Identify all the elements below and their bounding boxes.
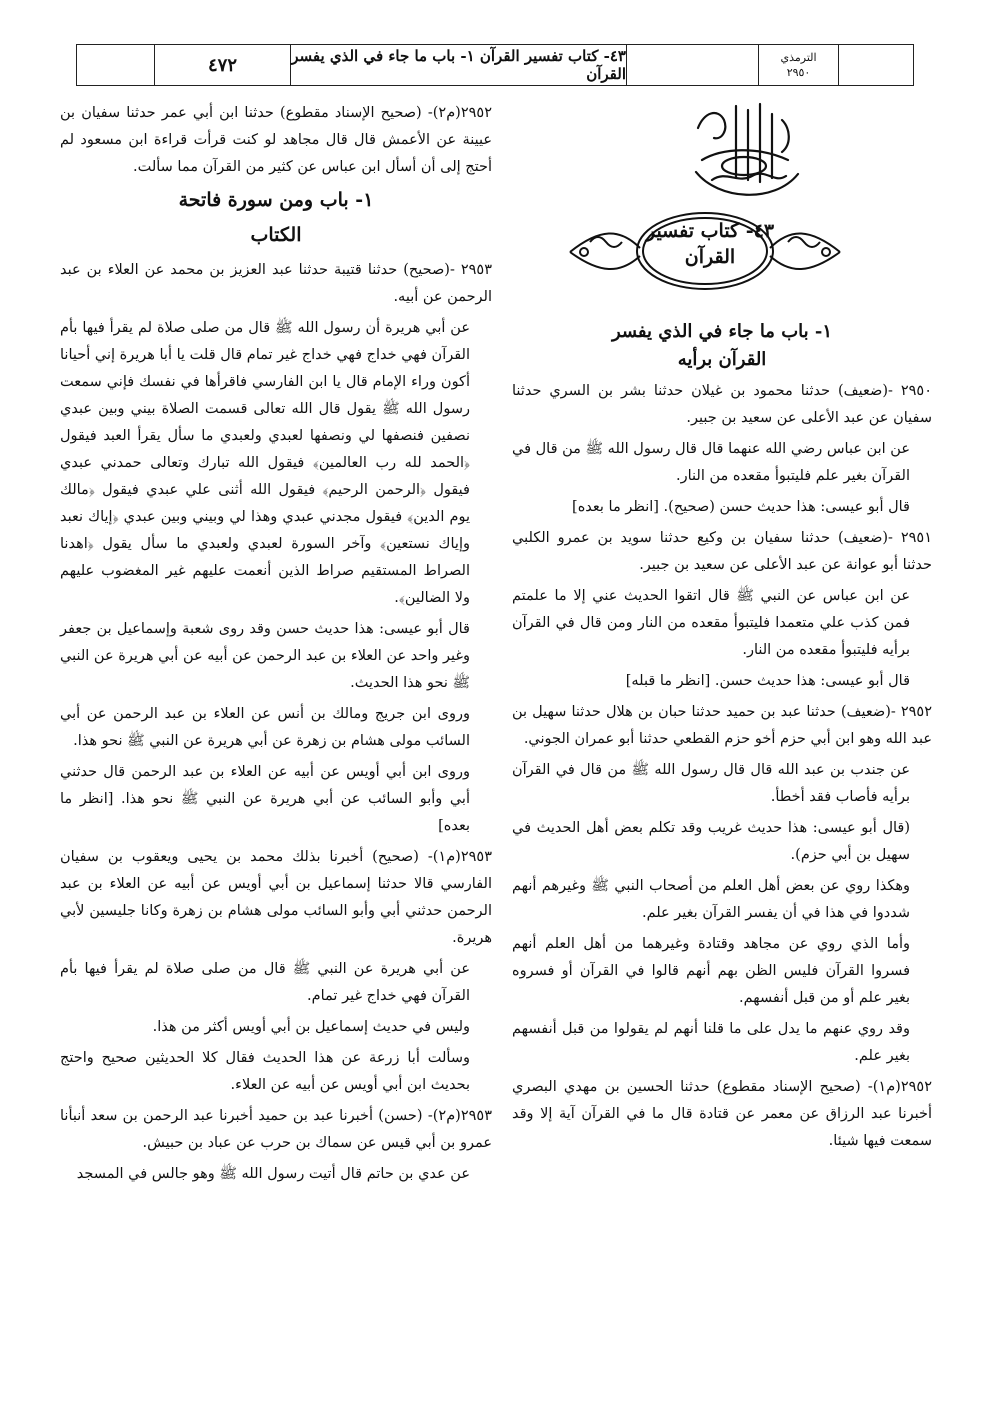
hadith-text: عن أبي هريرة أن رسول الله ﷺ قال من صلى صلاة لم يقرأ فيها بأم القرآن فهي خداج فهي خداج غير تمام قال قلت يا أبا هريرة إني أحيانا أكون وراء الإمام قال يا ابن الفارسي فاقرأها في نفسك فإني سمعت رسول الله ﷺ يقول قال الله تعالى قسمت الصلاة بيني وبين عبدي نصفين فنصفها لي ونصفها لعبدي ولعبدي ما سأل يقرأ العبد فيقول ﴿الحمد لله رب العالمين﴾ فيقول الله تبارك وتعالى حمدني عبدي فيقول ﴿الرحمن الرحيم﴾ فيقول الله أثنى علي عبدي فيقول ﴿مالك يوم الدين﴾ فيقول مجدني عبدي وهذا لي وبيني وبين عبدي ﴿إياك نعبد وإياك نستعين﴾ وآخر السورة لعبدي ولعبدي ما سأل يقول ﴿اهدنا الصراط المستقيم صراط الذين أنعمت عليهم غير المغضوب عليهم ولا الضالين﴾.: [60, 320, 470, 606]
header-cell-blank: [77, 45, 155, 85]
hadith-commentary: وهكذا روي عن بعض أهل العلم من أصحاب النبي ﷺ وغيرهم أنهم شددوا في هذا في أن يفسر القرآن بغير علم.: [512, 878, 910, 921]
hadith-paragraph: ٢٩٥٢(م١)- (صحيح الإسناد مقطوع) حدثنا الحسين بن مهدي البصري أخبرنا عبد الرزاق عن معمر عن قتادة قال ما في القرآن آية إلا وقد سمعت فيها شيئا.: [512, 1079, 932, 1149]
hadith-paragraph: ٢٩٥١ -(ضعيف) حدثنا سفيان بن وكيع حدثنا سويد بن عمرو الكلبي حدثنا أبو عوانة عن عبد الأعلى عن سعيد بن جبير.: [512, 530, 932, 573]
chapter-heading: [512, 318, 932, 374]
hadith-text: عن أبي هريرة عن النبي ﷺ قال من صلى صلاة لم يقرأ فيها بأم القرآن فهي خداج غير تمام.: [60, 961, 470, 1004]
book-title: [640, 218, 780, 270]
chapter-heading-line1: ١- باب ما جاء في الذي يفسر: [611, 321, 833, 342]
hadith-text: عن جندب بن عبد الله قال قال رسول الله ﷺ من قال في القرآن برأيه فأصاب فقد أخطأ.: [512, 762, 910, 805]
hadith-paragraph: ٢٩٥٣ -(صحيح) حدثنا قتيبة حدثنا عبد العزيز بن محمد عن العلاء بن عبد الرحمن عن أبيه.: [60, 262, 492, 305]
reference-book: الترمذي: [780, 51, 817, 64]
chapter-fatiha-subtitle: الكتاب: [250, 224, 302, 246]
hadith-commentary: وسألت أبا زرعة عن هذا الحديث فقال كلا الحديثين صحيح واحتج بحديث ابن أبي أويس عن أبيه عن العلاء.: [60, 1050, 470, 1093]
hadith-commentary: وأما الذي روي عن مجاهد وقتادة وغيرهما من أهل العلم أنهم فسروا القرآن فليس الظن بهم أنهم قالوا في القرآن أو فسروه بغير علم أو من قبل أنفسهم.: [512, 936, 910, 1006]
hadith-text: عن ابن عباس عن النبي ﷺ قال اتقوا الحديث عني إلا ما علمتم فمن كذب علي متعمدا فليتبوأ مقعده من النار ومن قال في القرآن برأيه فليتبوأ مقعده من النار.: [512, 588, 910, 658]
basmala-calligraphy-emblem: [678, 100, 810, 210]
page-number: ٤٧٢: [155, 45, 291, 85]
book-title-line1: ٤٣- كتاب تفسير: [645, 220, 775, 242]
hadith-commentary: وروى ابن جريج ومالك بن أنس عن العلاء بن عبد الرحمن عن أبي السائب مولى هشام بن زهرة عن أبي هريرة عن النبي ﷺ نحو هذا.: [60, 706, 470, 749]
hadith-paragraph: ٢٩٥٠ -(ضعيف) حدثنا محمود بن غيلان حدثنا بشر بن السري حدثنا سفيان عن عبد الأعلى عن سعيد بن جبير.: [512, 383, 932, 426]
hadith-paragraph: ٢٩٥٣(م٢)- (حسن) أخبرنا عبد بن حميد أخبرنا عبد الرحمن بن سعد أنبأنا عمرو بن أبي قيس عن سماك بن حرب عن عباد بن حبيش.: [60, 1108, 492, 1151]
hadith-commentary: قال أبو عيسى: هذا حديث حسن وقد روى شعبة وإسماعيل بن جعفر وغير واحد عن العلاء بن عبد الرحمن عن أبيه عن أبي هريرة عن النبي ﷺ نحو هذا الحديث.: [60, 621, 470, 691]
chapter-fatiha-title: ١- باب ومن سورة فاتحة: [178, 189, 374, 211]
hadith-commentary: قال أبو عيسى: هذا حديث حسن. [انظر ما قبله]: [625, 673, 910, 689]
hadith-commentary: وروى ابن أبي أويس عن أبيه عن العلاء بن عبد الرحمن قال حدثني أبي وأبو السائب عن أبي هريرة عن النبي ﷺ نحو هذا. [انظر ما بعده]: [60, 764, 470, 834]
reference-range: ٢٩٥٠: [786, 66, 811, 79]
page-header: [76, 44, 914, 86]
header-reference: [759, 45, 839, 85]
header-cell-blank: [839, 45, 913, 85]
header-cell-blank: [627, 45, 759, 85]
running-title: ٤٣- كتاب تفسير القرآن ١- باب ما جاء في الذي يفسر القرآن: [291, 47, 626, 83]
hadith-paragraph: ٢٩٥٢ -(ضعيف) حدثنا عبد بن حميد حدثنا حبان بن هلال حدثنا سهيل بن عبد الله وهو ابن أبي حزم أخو حزم القطعي حدثنا أبو عمران الجوني.: [512, 704, 932, 747]
hadith-commentary: وقد روي عنهم ما يدل على ما قلنا أنهم لم يقولوا من قبل أنفسهم بغير علم.: [512, 1021, 910, 1064]
hadith-text: عن ابن عباس رضي الله عنهما قال قال رسول الله ﷺ من قال في القرآن بغير علم فليتبوأ مقعده من النار.: [512, 441, 910, 484]
hadith-paragraph: ٢٩٥٣(م١)- (صحيح) أخبرنا بذلك محمد بن يحيى ويعقوب بن سفيان الفارسي قالا حدثنا إسماعيل بن أبي أويس عن أبيه عن العلاء بن عبد الرحمن حدثني أبي وأبو السائب مولى هشام بن زهرة وكانا جليسين لأبي هريرة.: [60, 849, 492, 946]
hadith-commentary: قال أبو عيسى: هذا حديث حسن (صحيح). [انظر ما بعده]: [572, 499, 910, 515]
book-title-line2: القرآن: [684, 246, 736, 268]
right-column: [512, 378, 932, 1159]
hadith-paragraph: ٢٩٥٢(م٢)- (صحيح الإسناد مقطوع) حدثنا ابن أبي عمر حدثنا سفيان بن عيينة عن الأعمش قال قال مجاهد لو كنت قرأت قراءة ابن مسعود لم أحتج إلى أن أسأل ابن عباس عن كثير من القرآن مما سألت.: [60, 105, 492, 175]
hadith-commentary: وليس في حديث إسماعيل بن أبي أويس أكثر من هذا.: [152, 1019, 470, 1035]
hadith-commentary: (قال أبو عيسى: هذا حديث غريب وقد تكلم بعض أهل الحديث في سهيل بن أبي حزم).: [512, 820, 910, 863]
hadith-text: عن عدي بن حاتم قال أتيت رسول الله ﷺ وهو جالس في المسجد: [76, 1166, 470, 1182]
chapter-heading-line2: القرآن برأيه: [677, 349, 767, 370]
left-column: [60, 100, 492, 1192]
